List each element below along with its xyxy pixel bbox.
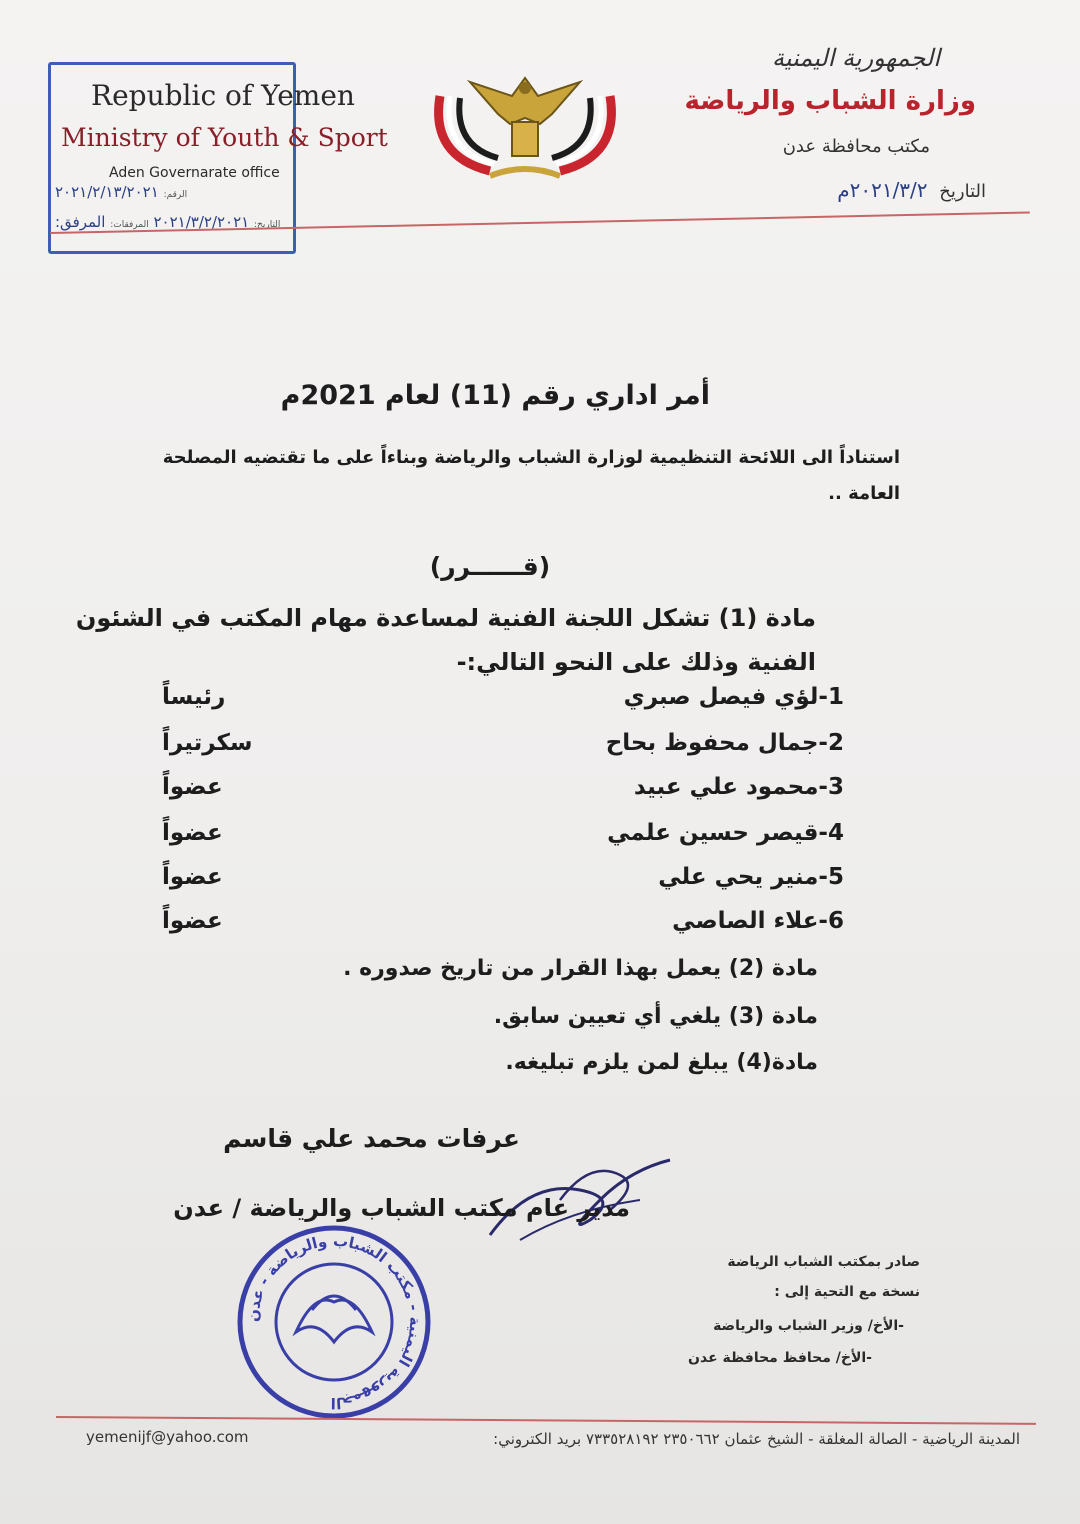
english-republic-name: Republic of Yemen bbox=[91, 79, 355, 112]
cc-issued-from: صادر بمكتب الشباب الرياضة bbox=[727, 1254, 920, 1270]
arabic-ministry-name: وزارة الشباب والرياضة bbox=[684, 86, 976, 116]
member-2-role: سكرتيراً bbox=[162, 730, 253, 756]
arabic-republic-name: الجمهورية اليمنية bbox=[771, 44, 940, 72]
signatory-title: مدير عام مكتب الشباب والرياضة / عدن bbox=[173, 1194, 630, 1222]
member-6-name: 6-علاء الصاصي bbox=[672, 908, 844, 934]
arabic-office-name: مكتب محافظة عدن bbox=[782, 136, 930, 157]
member-3-name: 3-محمود علي عبيد bbox=[633, 774, 844, 800]
arabic-date-value: ٢٠٢١/٣/٢م bbox=[837, 178, 928, 202]
member-1-name: 1-لؤي فيصل صبري bbox=[623, 684, 844, 710]
decision-heading: (قــــــرر) bbox=[429, 552, 551, 581]
article-3: مادة (3) يلغي أي تعيين سابق. bbox=[493, 1004, 818, 1029]
order-title: أمر اداري رقم (11) لعام 2021م bbox=[280, 380, 710, 411]
member-3-role: عضواً bbox=[162, 774, 223, 800]
member-1-role: رئيساً bbox=[162, 684, 226, 710]
reference-stamp-box bbox=[48, 62, 388, 254]
intro-paragraph: استناداً الى اللائحة التنظيمية لوزارة الشباب والرياضة وبناءاً على ما تقتضيه المصلحة العامة .. bbox=[162, 447, 900, 504]
stamp-attach-value: المرفق: bbox=[55, 213, 106, 231]
arabic-date-line bbox=[837, 178, 986, 202]
article-4: مادة(4) يبلغ لمن يلزم تبليغه. bbox=[505, 1050, 818, 1075]
cc-minister: -الأخ/ وزير الشباب والرياضة bbox=[713, 1318, 904, 1334]
article-2: مادة (2) يعمل بهذا القرار من تاريخ صدوره . bbox=[343, 956, 818, 981]
stamp-date-label: التاريخ: bbox=[254, 220, 281, 230]
footer-divider bbox=[56, 1416, 1036, 1425]
stamp-date-value: ٢٠٢١/٣/٢/٢٠٢١ bbox=[153, 213, 250, 231]
article-1-line-2: الفنية وذلك على النحو التالي:- bbox=[456, 648, 816, 676]
article-1 bbox=[76, 596, 816, 684]
article-1-line-1: مادة (1) تشكل اللجنة الفنية لمساعدة مهام المكتب في الشئون bbox=[75, 604, 816, 632]
cc-copy-to: نسخة مع التحية إلى : bbox=[774, 1284, 920, 1300]
official-seal-icon bbox=[234, 1222, 434, 1422]
member-6-role: عضواً bbox=[162, 908, 223, 934]
english-ministry-name: Ministry of Youth & Sport bbox=[61, 123, 388, 152]
footer-address: المدينة الرياضية - الصالة المغلقة - الشيخ عثمان ٢٣٥٠٦٦٢ ٧٣٣٥٢٨١٩٢ بريد الكتروني: bbox=[493, 1430, 1020, 1448]
stamp-ref-value: ٢٠٢١/٢/١٣/٢٠٢١ bbox=[55, 183, 159, 201]
seal-text: الجمهورية اليمنية - مكتب الشباب والرياضة - عدن bbox=[243, 1231, 425, 1413]
signatory-name: عرفات محمد علي قاسم bbox=[223, 1124, 520, 1153]
stamp-reference-line bbox=[55, 183, 187, 201]
english-office-name: Aden Governarate office bbox=[109, 165, 280, 181]
yemen-emblem-icon bbox=[420, 66, 630, 186]
cc-governor: -الأخ/ محافظ محافظة عدن bbox=[688, 1350, 872, 1366]
member-2-name: 2-جمال محفوظ بحاح bbox=[605, 730, 844, 756]
footer-email: yemenijf@yahoo.com bbox=[86, 1428, 249, 1446]
stamp-attach-label: المرفقات: bbox=[110, 220, 149, 230]
arabic-date-label: التاريخ bbox=[939, 181, 986, 202]
member-5-role: عضواً bbox=[162, 864, 223, 890]
member-4-role: عضواً bbox=[162, 820, 223, 846]
member-5-name: 5-منير يحي علي bbox=[658, 864, 844, 890]
stamp-ref-label: الرقم: bbox=[163, 190, 188, 200]
member-4-name: 4-قيصر حسين علمي bbox=[607, 820, 844, 846]
